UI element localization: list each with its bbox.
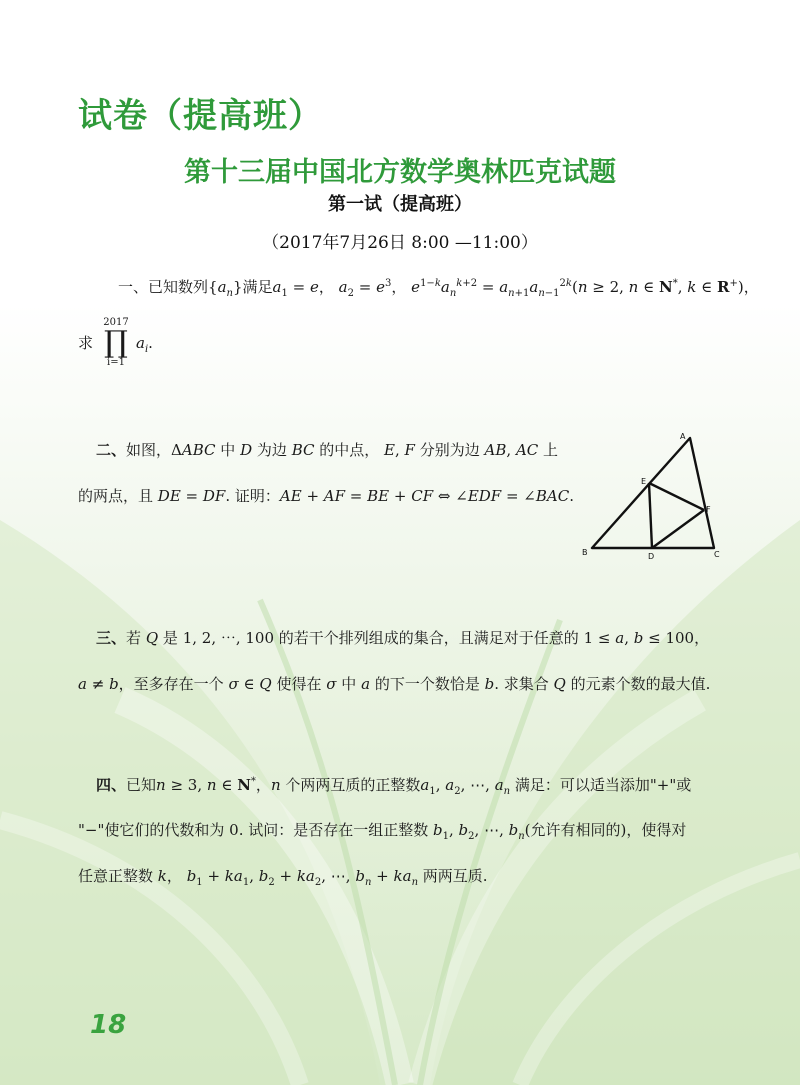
problem-3-line-1: 三、若 Q 是 1, 2, ⋯, 100 的若干个排列组成的集合，且满足对于任意的 1 ≤ a, b ≤ 100， xyxy=(96,629,710,647)
problem-1-line-1: 一、已知数列$\{a_n\}$满足$a_1 = e$， $a_2 = e^3$， $e^{1-k}a_n^{k+2} = a_{n+1}a_{n-1}^{2k}(n \ge 2$, n ∈ N*, k ∈ R+)， xyxy=(118,278,759,299)
label-b: B xyxy=(582,548,588,557)
label-d: D xyxy=(648,552,655,561)
exam-date: （2017年7月26日 8:00 —11:00） xyxy=(262,233,538,253)
label-e: E xyxy=(641,477,647,486)
label-c: C xyxy=(714,550,720,559)
section-title: 试卷（提高班） xyxy=(78,96,323,136)
problem-1-number: 一、 xyxy=(118,278,149,296)
problem-1-line-2: 求 xyxy=(78,334,94,352)
session-title: 第一试（提高班） xyxy=(328,194,472,215)
segment-ed xyxy=(649,483,652,548)
problem-3-number: 三、 xyxy=(96,629,127,647)
triangle-figure xyxy=(578,426,738,571)
product-symbol: 2017 ∏ i=1 xyxy=(103,317,129,368)
label-f: F xyxy=(706,505,711,514)
problem-2-line-1: 二、如图，ΔABC 中 D 为边 BC 的中点， E, F 分别为边 AB, AC 上 xyxy=(96,441,559,459)
problem-4-line-2: "−"使它们的代数和为 0. 试问：是否存在一组正整数 $b_1$, $b_2$, ⋯, $b_n$(允许有相同的)，使得对 xyxy=(78,821,687,842)
problem-1-product-term: $a_i$. xyxy=(136,334,153,355)
triangle-abc xyxy=(592,438,714,548)
segment-ef xyxy=(649,483,704,510)
page-number: 18 xyxy=(90,1010,127,1040)
problem-2-line-2: 的两点，且 DE = DF. 证明：AE + AF = BE + CF ⇔ ∠EDF = ∠BAC. xyxy=(78,487,575,505)
problem-4-number: 四、 xyxy=(96,776,127,794)
problem-4-line-1: 四、已知n ≥ 3, n ∈ N*，n 个两两互质的正整数$a_1$, $a_2$, ⋯, $a_n$ 满足：可以适当添加"+"或 xyxy=(96,776,692,797)
problem-4-line-3: 任意正整数 k， $b_1 + ka_1$, $b_2 + ka_2$, ⋯, $b_n + ka_n$ 两两互质. xyxy=(78,867,488,888)
segment-df xyxy=(652,510,704,548)
problem-3-line-2: a ≠ b，至多存在一个 σ ∈ Q 使得在 σ 中 a 的下一个数恰是 b. 求集合 Q 的元素个数的最大值. xyxy=(78,675,711,693)
label-a: A xyxy=(680,432,686,441)
exam-title: 第十三届中国北方数学奥林匹克试题 xyxy=(184,157,616,188)
problem-2-number: 二、 xyxy=(96,441,127,459)
